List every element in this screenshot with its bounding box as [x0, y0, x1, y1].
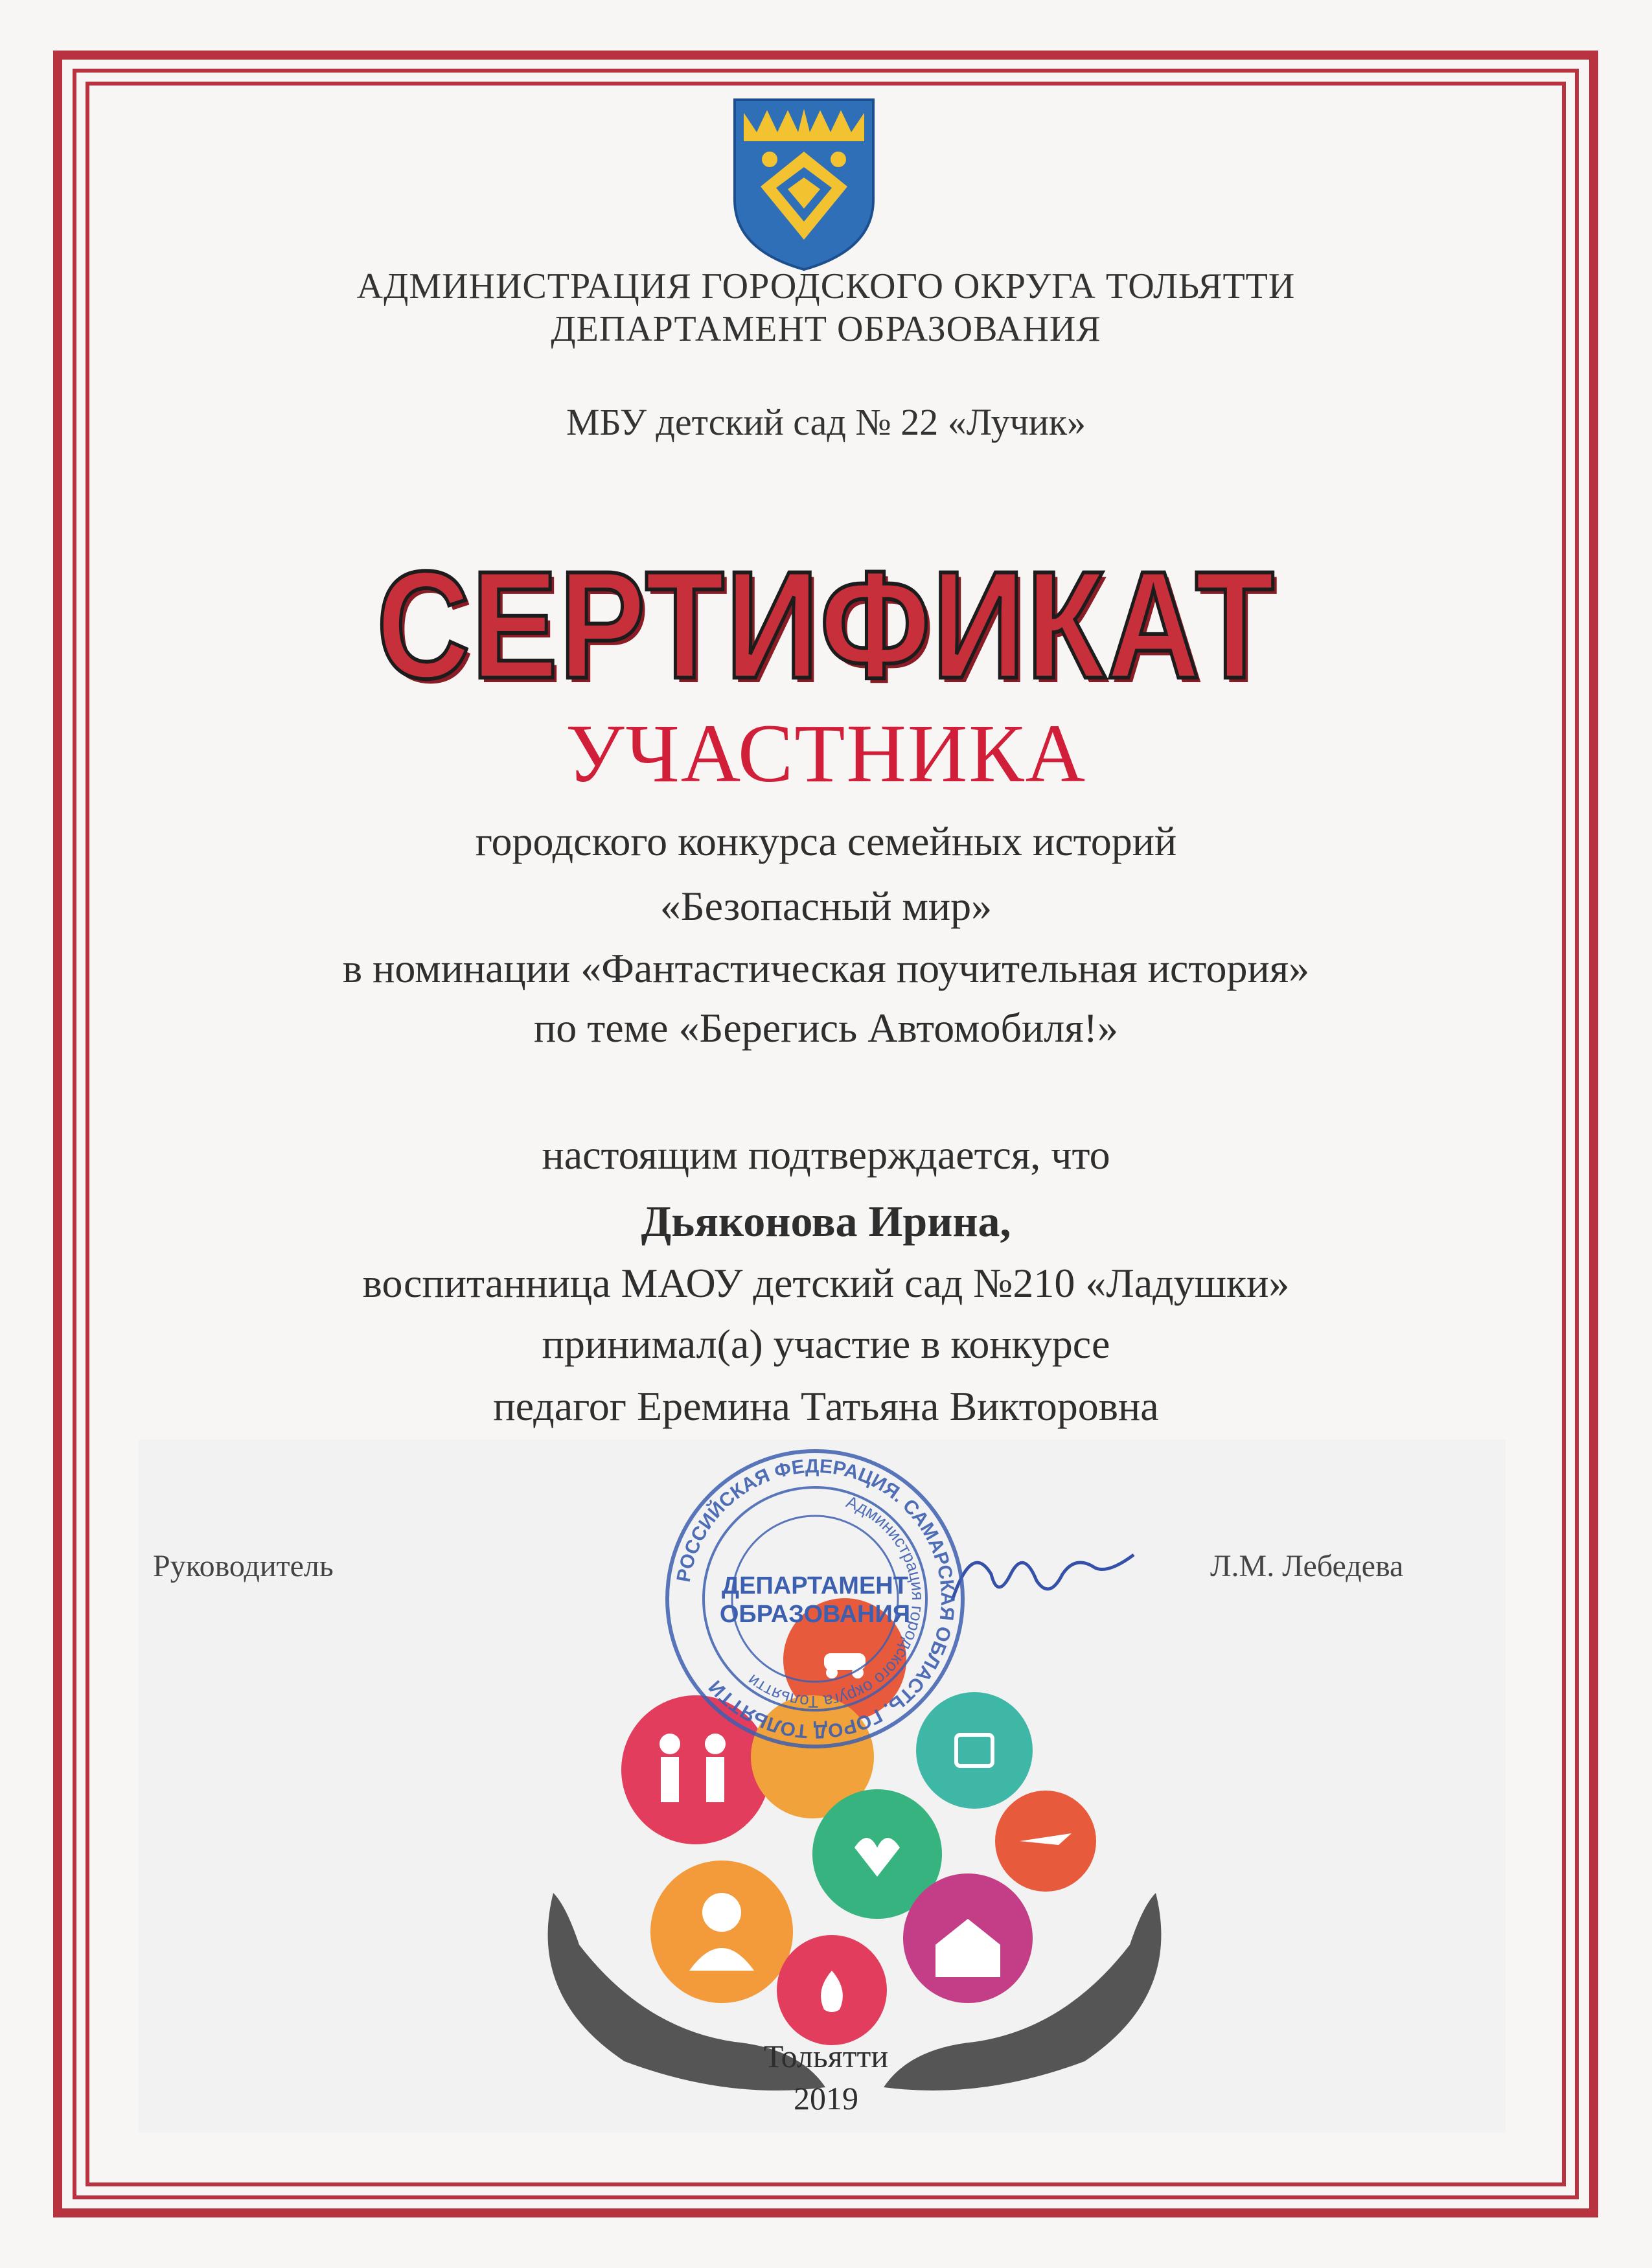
stamp-ring-text: РОССИЙСКАЯ ФЕДЕРАЦИЯ. САМАРСКАЯ ОБЛАСТЬ. ГОРОД ТОЛЬЯТТИ [672, 1455, 959, 1743]
contest-line-1: городского конкурса семейных историй [475, 818, 1177, 864]
contest-line-4: по теме «Берегись Автомобиля!» [534, 1005, 1118, 1051]
header-department: ДЕПАРТАМЕНТ ОБРАЗОВАНИЯ [551, 309, 1101, 349]
participant-affiliation: воспитанница МАОУ детский сад №210 «Ладушки» [362, 1260, 1290, 1306]
certificate-title: СЕРТИФИКАТ [376, 540, 1276, 711]
handwritten-signature-icon [946, 1529, 1140, 1626]
contest-line-3: в номинации «Фантастическая поучительная история» [342, 945, 1310, 991]
official-stamp-icon [660, 1443, 970, 1754]
stamp-center-line-2: ОБРАЗОВАНИЯ [719, 1601, 911, 1628]
participation-statement: принимал(а) участие в конкурсе [542, 1321, 1110, 1367]
city-coat-of-arms-icon [731, 96, 877, 272]
confirmation-intro: настоящим подтверждается, что [542, 1132, 1110, 1178]
contest-line-2: «Безопасный мир» [660, 883, 992, 929]
footer-city: Тольятти [763, 2038, 889, 2074]
organization-name: МБУ детский сад № 22 «Лучик» [566, 401, 1086, 443]
certificate-subtitle: УЧАСТНИКА [565, 707, 1087, 799]
footer-year: 2019 [794, 2080, 858, 2116]
teacher-name: педагог Еремина Татьяна Викторовна [493, 1383, 1159, 1429]
stamp-center-line-1: ДЕПАРТАМЕНТ [722, 1572, 908, 1599]
header-administration: АДМИНИСТРАЦИЯ ГОРОДСКОГО ОКРУГА ТОЛЬЯТТИ [356, 266, 1296, 306]
signature-role: Руководитель [153, 1549, 334, 1583]
stamp-inner-text: Администрация городского округа Тольятти [743, 1491, 928, 1712]
participant-name: Дьяконова Ирина, [641, 1197, 1011, 1246]
signature-name: Л.М. Лебедева [1210, 1549, 1404, 1583]
